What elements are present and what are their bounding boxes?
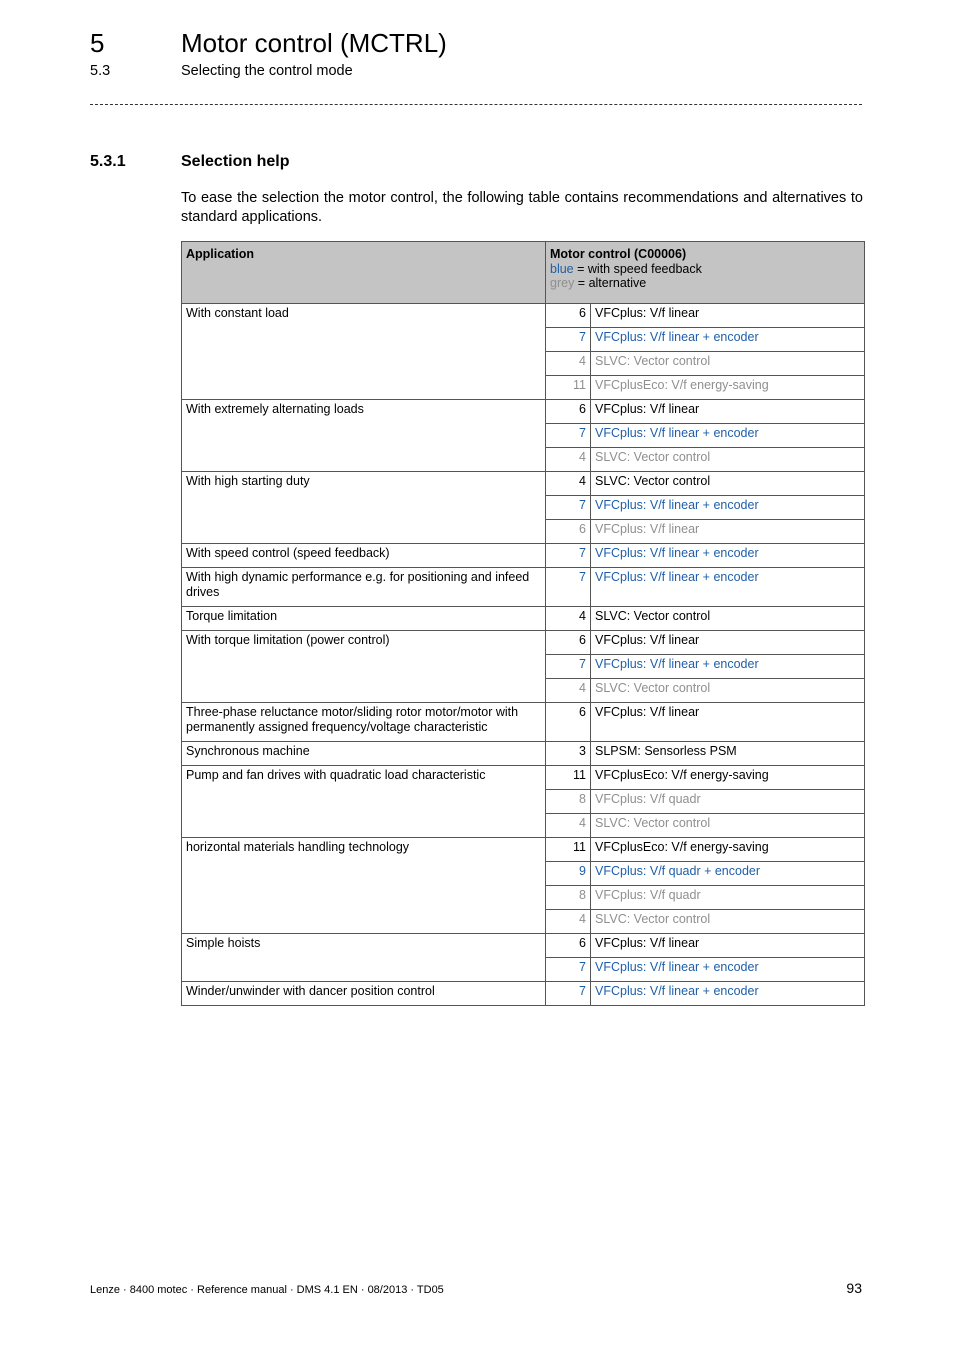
section-number: 5.3 xyxy=(90,63,111,79)
code-cell: 7 xyxy=(546,568,591,607)
code-cell: 4 xyxy=(546,448,591,472)
mode-cell: SLVC: Vector control xyxy=(591,352,865,376)
code-cell: 4 xyxy=(546,910,591,934)
code-cell: 6 xyxy=(546,304,591,328)
intro-paragraph: To ease the selection the motor control, the following table contains recommendations and alternatives to standard applications. xyxy=(181,190,863,225)
mode-cell: VFCplus: V/f linear xyxy=(591,304,865,328)
application-cell: Pump and fan drives with quadratic load characteristic xyxy=(182,766,546,838)
legend-grey-word: grey xyxy=(550,276,575,290)
code-cell: 9 xyxy=(546,862,591,886)
header-application: Application xyxy=(182,242,546,304)
mode-cell: VFCplus: V/f quadr xyxy=(591,886,865,910)
code-cell: 7 xyxy=(546,544,591,568)
code-cell: 11 xyxy=(546,838,591,862)
application-cell: horizontal materials handling technology xyxy=(182,838,546,934)
table-row xyxy=(182,703,865,742)
application-cell: Simple hoists xyxy=(182,934,546,982)
table-row xyxy=(182,607,865,631)
mode-cell: VFCplusEco: V/f energy-saving xyxy=(591,376,865,400)
code-cell: 4 xyxy=(546,607,591,631)
application-cell: With extremely alternating loads xyxy=(182,400,546,472)
subsection-number: 5.3.1 xyxy=(90,153,126,170)
code-cell: 6 xyxy=(546,400,591,424)
code-cell: 7 xyxy=(546,496,591,520)
mode-cell: VFCplusEco: V/f energy-saving xyxy=(591,766,865,790)
code-cell: 6 xyxy=(546,934,591,958)
code-cell: 7 xyxy=(546,328,591,352)
application-cell: Torque limitation xyxy=(182,607,546,631)
code-cell: 4 xyxy=(546,352,591,376)
table-row xyxy=(182,982,865,1006)
mode-cell: VFCplus: V/f linear + encoder xyxy=(591,958,865,982)
page-number: 93 xyxy=(846,1280,862,1296)
code-cell: 7 xyxy=(546,424,591,448)
chapter-number: 5 xyxy=(90,28,105,58)
mode-cell: VFCplus: V/f quadr xyxy=(591,790,865,814)
code-cell: 4 xyxy=(546,472,591,496)
header-divider xyxy=(90,104,862,105)
code-cell: 7 xyxy=(546,982,591,1006)
mode-cell: SLVC: Vector control xyxy=(591,472,865,496)
mode-cell: VFCplus: V/f linear xyxy=(591,520,865,544)
application-cell: With speed control (speed feedback) xyxy=(182,544,546,568)
mode-cell: VFCplus: V/f linear + encoder xyxy=(591,328,865,352)
table-row xyxy=(182,766,865,790)
mode-cell: SLVC: Vector control xyxy=(591,910,865,934)
mode-cell: VFCplus: V/f linear + encoder xyxy=(591,982,865,1006)
mode-cell: VFCplus: V/f linear xyxy=(591,400,865,424)
application-cell: With torque limitation (power control) xyxy=(182,631,546,703)
mode-cell: VFCplus: V/f linear xyxy=(591,703,865,742)
application-cell: With high dynamic performance e.g. for positioning and infeed drives xyxy=(182,568,546,607)
header-motor-control: Motor control (C00006) blue = with speed feedback grey = alternative xyxy=(546,242,865,304)
footer-text: Lenze · 8400 motec · Reference manual · DMS 4.1 EN · 08/2013 · TD05 xyxy=(90,1284,444,1296)
mode-cell: VFCplus: V/f linear + encoder xyxy=(591,655,865,679)
mode-cell: SLVC: Vector control xyxy=(591,814,865,838)
mode-cell: VFCplus: V/f linear + encoder xyxy=(591,496,865,520)
code-cell: 8 xyxy=(546,790,591,814)
application-cell: With high starting duty xyxy=(182,472,546,544)
code-cell: 8 xyxy=(546,886,591,910)
table-row xyxy=(182,934,865,958)
code-cell: 7 xyxy=(546,958,591,982)
application-cell: Three-phase reluctance motor/sliding rotor motor/motor with permanently assigned frequency/voltage characteristic xyxy=(182,703,546,742)
mode-cell: VFCplus: V/f quadr + encoder xyxy=(591,862,865,886)
code-cell: 4 xyxy=(546,679,591,703)
application-cell: Synchronous machine xyxy=(182,742,546,766)
table-row xyxy=(182,631,865,655)
table-row xyxy=(182,568,865,607)
mode-cell: SLVC: Vector control xyxy=(591,448,865,472)
legend-blue-text: = with speed feedback xyxy=(573,261,702,276)
application-cell: Winder/unwinder with dancer position control xyxy=(182,982,546,1006)
mode-cell: SLVC: Vector control xyxy=(591,607,865,631)
mode-cell: VFCplusEco: V/f energy-saving xyxy=(591,838,865,862)
code-cell: 11 xyxy=(546,766,591,790)
code-cell: 3 xyxy=(546,742,591,766)
legend-grey-text: = alternative xyxy=(574,276,647,290)
mode-cell: VFCplus: V/f linear + encoder xyxy=(591,424,865,448)
table-row xyxy=(182,838,865,862)
table-row xyxy=(182,304,865,328)
mode-cell: VFCplus: V/f linear xyxy=(591,631,865,655)
table-body xyxy=(182,304,865,1006)
mode-cell: SLVC: Vector control xyxy=(591,679,865,703)
table-row xyxy=(182,400,865,424)
code-cell: 11 xyxy=(546,376,591,400)
mode-cell: VFCplus: V/f linear + encoder xyxy=(591,544,865,568)
subsection-title: Selection help xyxy=(181,153,290,170)
legend-blue-word: blue xyxy=(550,261,574,276)
mode-cell: VFCplus: V/f linear xyxy=(591,934,865,958)
mode-cell: SLPSM: Sensorless PSM xyxy=(591,742,865,766)
code-cell: 4 xyxy=(546,814,591,838)
section-title: Selecting the control mode xyxy=(181,63,353,79)
code-cell: 6 xyxy=(546,520,591,544)
chapter-title: Motor control (MCTRL) xyxy=(181,28,447,58)
table-row xyxy=(182,742,865,766)
table-row xyxy=(182,544,865,568)
table-header-row xyxy=(182,242,865,304)
table-row xyxy=(182,472,865,496)
code-cell: 6 xyxy=(546,703,591,742)
selection-table xyxy=(181,241,865,1006)
application-cell: With constant load xyxy=(182,304,546,400)
code-cell: 7 xyxy=(546,655,591,679)
code-cell: 6 xyxy=(546,631,591,655)
mode-cell: VFCplus: V/f linear + encoder xyxy=(591,568,865,607)
